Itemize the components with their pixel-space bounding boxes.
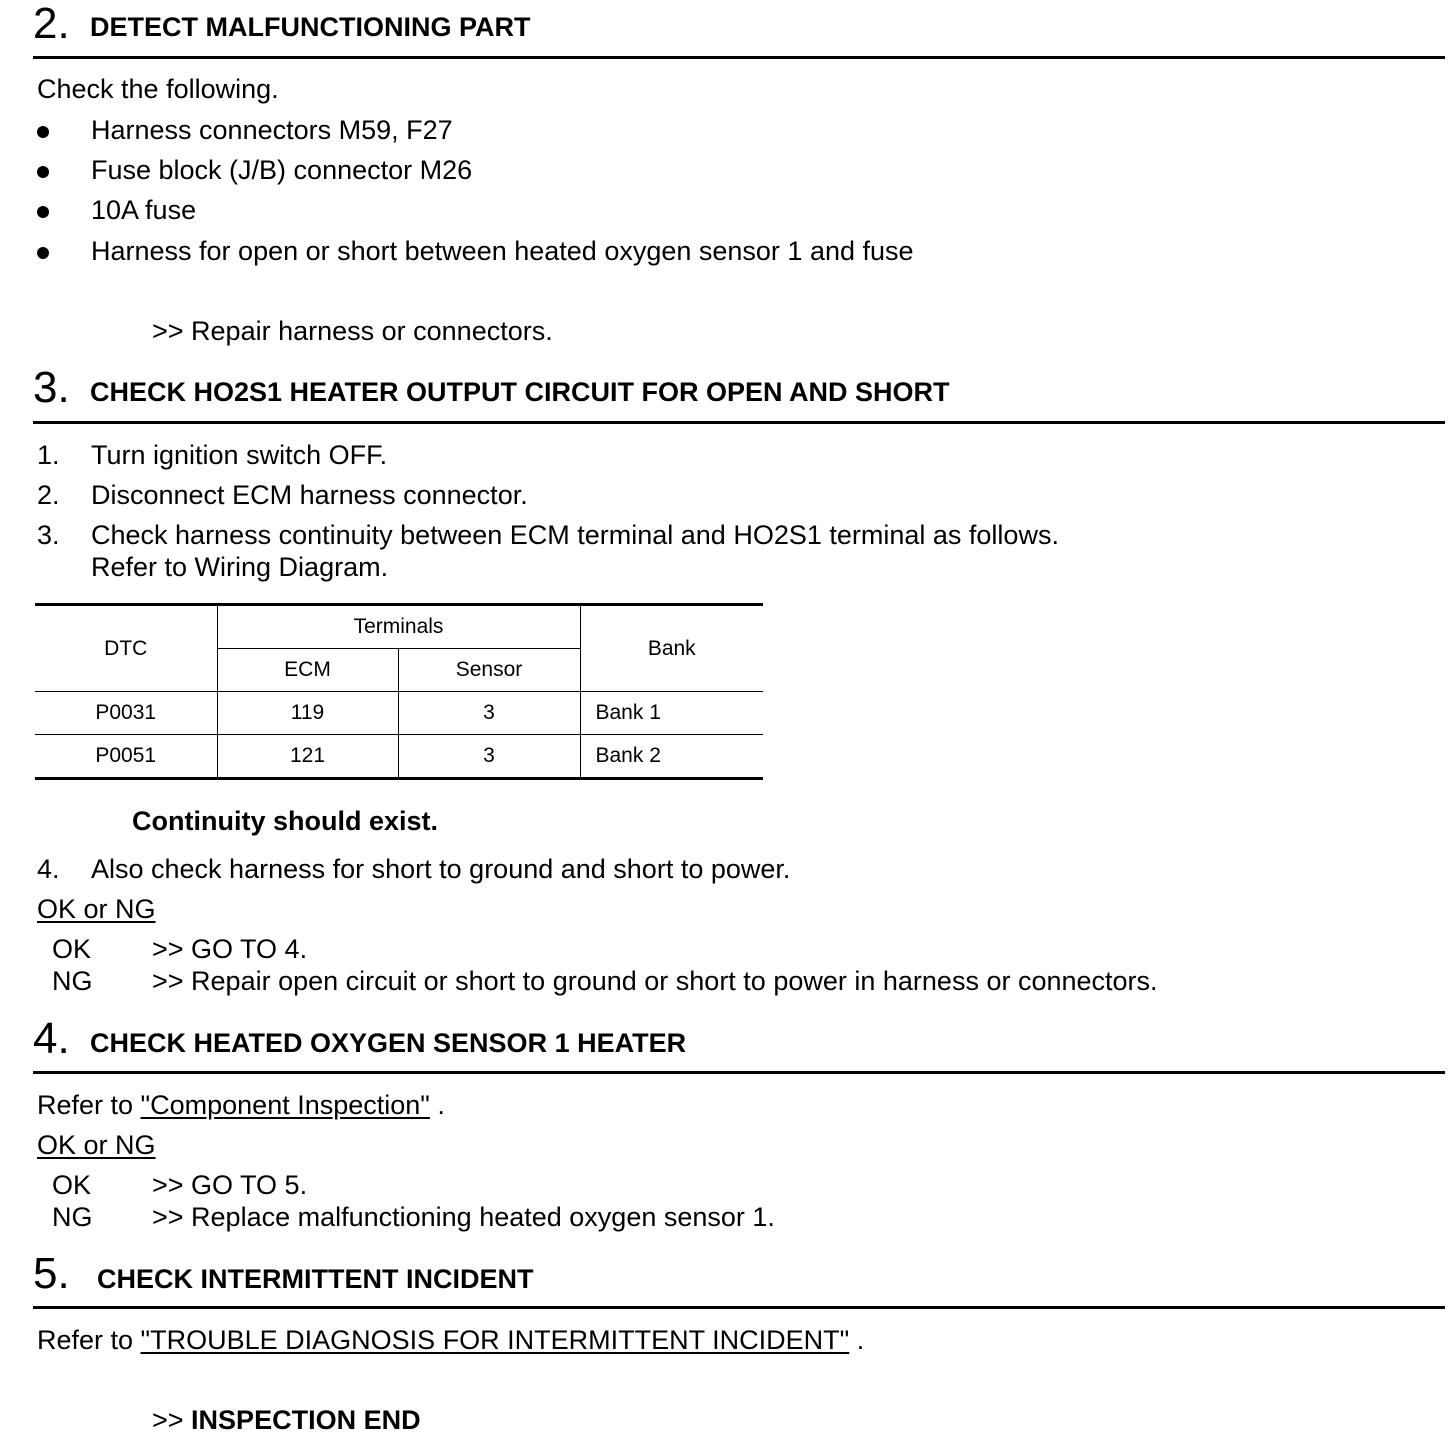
section-3-title: CHECK HO2S1 HEATER OUTPUT CIRCUIT FOR OPEN AND SHORT — [90, 377, 950, 407]
section-2-rule — [33, 56, 1445, 59]
table-row — [35, 692, 763, 735]
step-number: 4. — [37, 854, 60, 884]
header-dtc: DTC — [35, 605, 217, 692]
continuity-note: Continuity should exist. — [132, 806, 439, 836]
cell-ecm: 121 — [217, 735, 398, 779]
continuity-table — [35, 603, 763, 780]
section-5-title: CHECK INTERMITTENT INCIDENT — [97, 1264, 534, 1294]
cell-bank: Bank 1 — [580, 692, 763, 735]
inspection-end-prefix: >> — [152, 1405, 192, 1435]
section-3-number: 3. — [33, 363, 70, 412]
section-2-intro: Check the following. — [37, 74, 279, 104]
intermittent-incident-link[interactable]: "TROUBLE DIAGNOSIS FOR INTERMITTENT INCIDENT" — [140, 1325, 850, 1355]
ok-label: OK — [52, 1170, 92, 1200]
ng-action: >> Repair open circuit or short to ground or short to power in harness or connectors. — [152, 966, 1158, 996]
step-text: Turn ignition switch OFF. — [91, 440, 388, 470]
ok-action: >> GO TO 5. — [152, 1170, 308, 1200]
refer-suffix: . — [849, 1325, 865, 1355]
bullet-icon — [37, 126, 49, 138]
bullet-icon — [37, 166, 49, 178]
bullet-item: Harness connectors M59, F27 — [91, 115, 453, 145]
refer-line — [37, 1325, 864, 1356]
cell-ecm: 119 — [217, 692, 398, 735]
cell-bank: Bank 2 — [580, 735, 763, 779]
bullet-icon — [37, 247, 49, 259]
section-4-rule — [33, 1071, 1445, 1074]
header-ecm: ECM — [217, 649, 398, 692]
cell-sensor: 3 — [398, 692, 580, 735]
step-text: Check harness continuity between ECM terminal and HO2S1 terminal as follows. — [91, 520, 1059, 550]
ok-label: OK — [52, 934, 92, 964]
step-text: Disconnect ECM harness connector. — [91, 480, 528, 510]
section-4-title: CHECK HEATED OXYGEN SENSOR 1 HEATER — [90, 1028, 687, 1058]
refer-line — [37, 1090, 445, 1121]
inspection-end-text: INSPECTION END — [191, 1405, 421, 1435]
ok-action: >> GO TO 4. — [152, 934, 308, 964]
cell-dtc: P0031 — [35, 692, 217, 735]
section-3-rule — [33, 421, 1445, 424]
cell-sensor: 3 — [398, 735, 580, 779]
ng-label: NG — [52, 1202, 93, 1232]
component-inspection-link[interactable]: "Component Inspection" — [140, 1090, 430, 1120]
ok-or-ng-label: OK or NG — [37, 1130, 156, 1160]
inspection-end-line — [152, 1405, 421, 1436]
step-number: 3. — [37, 520, 60, 550]
step-number: 2. — [37, 480, 60, 510]
section-4-number: 4. — [33, 1014, 70, 1063]
ok-or-ng-label: OK or NG — [37, 894, 156, 924]
bullet-icon — [37, 206, 49, 218]
section-2-number: 2. — [33, 0, 70, 48]
bullet-item: 10A fuse — [91, 195, 197, 225]
bullet-item: Fuse block (J/B) connector M26 — [91, 155, 473, 185]
ng-label: NG — [52, 966, 93, 996]
table-row — [35, 735, 763, 779]
ng-action: >> Replace malfunctioning heated oxygen sensor 1. — [152, 1202, 775, 1232]
header-terminals: Terminals — [217, 605, 580, 649]
bullet-item: Harness for open or short between heated oxygen sensor 1 and fuse — [91, 236, 914, 266]
refer-prefix: Refer to — [37, 1325, 141, 1355]
refer-suffix: . — [429, 1090, 445, 1120]
section-2-action: >> Repair harness or connectors. — [152, 316, 553, 346]
header-sensor: Sensor — [398, 649, 580, 692]
section-2-title: DETECT MALFUNCTIONING PART — [90, 12, 531, 42]
cell-dtc: P0051 — [35, 735, 217, 779]
section-5-number: 5. — [33, 1249, 70, 1298]
header-bank: Bank — [580, 605, 763, 692]
section-5-rule — [33, 1306, 1445, 1309]
step-text-continued: Refer to Wiring Diagram. — [91, 552, 389, 582]
step-text: Also check harness for short to ground and short to power. — [91, 854, 791, 884]
refer-prefix: Refer to — [37, 1090, 141, 1120]
step-number: 1. — [37, 440, 60, 470]
